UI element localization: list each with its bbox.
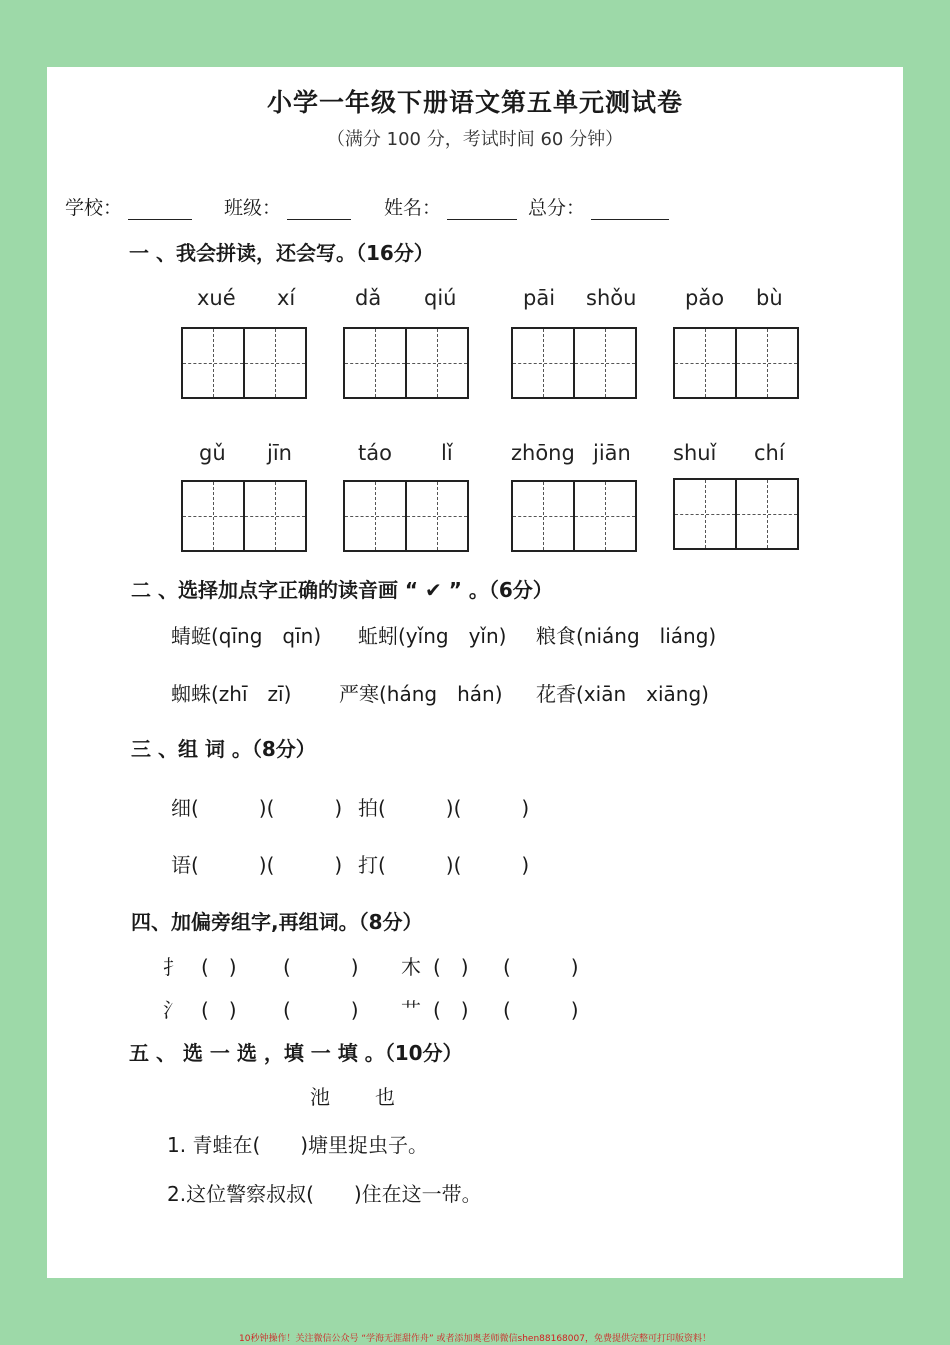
option-word: 池 bbox=[310, 1085, 330, 1109]
grid-cell[interactable] bbox=[573, 482, 635, 550]
reading-choice[interactable]: 蜘蛛(zhī zī) bbox=[171, 682, 292, 706]
word-building-item[interactable]: 细( )( ) bbox=[171, 796, 343, 820]
char-slot[interactable]: ( ) bbox=[201, 998, 237, 1022]
name-label: 姓名： bbox=[384, 197, 442, 219]
footer-note: 10秒钟操作！关注微信公众号 “学海无涯甜作舟” 或者添加奥老师微信shen88168007，免费提供完整可打印版资料！ bbox=[239, 1334, 711, 1344]
score-blank[interactable] bbox=[591, 201, 669, 220]
writing-grid[interactable] bbox=[181, 327, 307, 399]
pinyin: xí bbox=[277, 286, 296, 310]
school-field bbox=[65, 193, 192, 220]
grid-cell[interactable] bbox=[513, 482, 573, 550]
pinyin: táo bbox=[358, 441, 392, 465]
section4-heading: 四、加偏旁组字,再组词。（8分） bbox=[131, 910, 423, 934]
pinyin: jīn bbox=[267, 441, 292, 465]
grid-cell[interactable] bbox=[405, 482, 467, 550]
pinyin: lǐ bbox=[441, 441, 453, 465]
pinyin: qiú bbox=[424, 286, 457, 310]
pinyin: gǔ bbox=[199, 441, 226, 465]
reading-choice[interactable]: 严寒(háng hán) bbox=[339, 682, 503, 706]
class-blank[interactable] bbox=[287, 201, 351, 220]
grid-cell[interactable] bbox=[735, 480, 797, 548]
pinyin: shǒu bbox=[586, 286, 637, 310]
grid-cell[interactable] bbox=[183, 329, 243, 397]
reading-choice[interactable]: 粮食(niáng liáng) bbox=[536, 624, 717, 648]
name-field bbox=[384, 193, 517, 220]
option-word: 也 bbox=[375, 1085, 395, 1109]
school-label: 学校： bbox=[65, 197, 123, 219]
writing-grid[interactable] bbox=[673, 478, 799, 550]
word-slot[interactable]: ( ) bbox=[503, 955, 579, 979]
grid-cell[interactable] bbox=[183, 482, 243, 550]
char-slot[interactable]: ( ) bbox=[201, 955, 237, 979]
section1-heading: 一 、我会拼读，还会写。（16分） bbox=[129, 241, 434, 265]
fill-question-2[interactable]: 2.这位警察叔叔( )住在这一带。 bbox=[167, 1182, 482, 1206]
page-subtitle: （满分 100 分，考试时间 60 分钟） bbox=[326, 129, 624, 150]
reading-choice[interactable]: 蚯蚓(yǐng yǐn) bbox=[358, 624, 507, 648]
writing-grid[interactable] bbox=[511, 327, 637, 399]
writing-grid[interactable] bbox=[343, 480, 469, 552]
word-building-item[interactable]: 语( )( ) bbox=[171, 853, 343, 877]
score-label: 总分： bbox=[528, 197, 586, 219]
section3-heading: 三 、组 词 。（8分） bbox=[131, 737, 316, 761]
grid-cell[interactable] bbox=[513, 329, 573, 397]
word-slot[interactable]: ( ) bbox=[503, 998, 579, 1022]
grid-cell[interactable] bbox=[675, 329, 735, 397]
char-slot[interactable]: ( ) bbox=[433, 998, 469, 1022]
name-blank[interactable] bbox=[447, 201, 517, 220]
section5-heading: 五 、 选 一 选 ，填 一 填 。（10分） bbox=[129, 1041, 463, 1065]
page-title: 小学一年级下册语文第五单元测试卷 bbox=[266, 88, 683, 117]
class-field bbox=[224, 193, 351, 220]
word-building-item[interactable]: 拍( )( ) bbox=[358, 796, 530, 820]
grid-cell[interactable] bbox=[243, 482, 305, 550]
pinyin: xué bbox=[197, 286, 236, 310]
pinyin: pāi bbox=[523, 286, 556, 310]
radical: 艹 bbox=[401, 998, 421, 1022]
exam-paper bbox=[47, 67, 903, 1278]
class-label: 班级： bbox=[224, 197, 282, 219]
grid-cell[interactable] bbox=[675, 480, 735, 548]
pinyin: pǎo bbox=[685, 286, 725, 310]
pinyin: zhōng bbox=[511, 441, 575, 465]
grid-cell[interactable] bbox=[345, 329, 405, 397]
grid-cell[interactable] bbox=[345, 482, 405, 550]
pinyin: shuǐ bbox=[673, 441, 717, 465]
pinyin: jiān bbox=[593, 441, 631, 465]
section2-heading: 二 、选择加点字正确的读音画 “ ✔ ” 。（6分） bbox=[131, 578, 553, 602]
writing-grid[interactable] bbox=[511, 480, 637, 552]
word-building-item[interactable]: 打( )( ) bbox=[358, 853, 530, 877]
grid-cell[interactable] bbox=[735, 329, 797, 397]
grid-cell[interactable] bbox=[243, 329, 305, 397]
pinyin: dǎ bbox=[355, 286, 382, 310]
word-slot[interactable]: ( ) bbox=[283, 998, 359, 1022]
radical: 扌 bbox=[163, 955, 183, 979]
reading-choice[interactable]: 花香(xiān xiāng) bbox=[536, 682, 709, 706]
radical: 木 bbox=[401, 955, 421, 979]
word-slot[interactable]: ( ) bbox=[283, 955, 359, 979]
writing-grid[interactable] bbox=[673, 327, 799, 399]
grid-cell[interactable] bbox=[405, 329, 467, 397]
fill-question-1[interactable]: 1. 青蛙在( )塘里捉虫子。 bbox=[167, 1133, 429, 1157]
char-slot[interactable]: ( ) bbox=[433, 955, 469, 979]
pinyin: chí bbox=[754, 441, 785, 465]
grid-cell[interactable] bbox=[573, 329, 635, 397]
writing-grid[interactable] bbox=[343, 327, 469, 399]
reading-choice[interactable]: 蜻蜓(qīng qīn) bbox=[171, 624, 322, 648]
writing-grid[interactable] bbox=[181, 480, 307, 552]
radical: 氵 bbox=[163, 998, 183, 1022]
score-field bbox=[528, 193, 669, 220]
pinyin: bù bbox=[756, 286, 783, 310]
school-blank[interactable] bbox=[128, 201, 192, 220]
